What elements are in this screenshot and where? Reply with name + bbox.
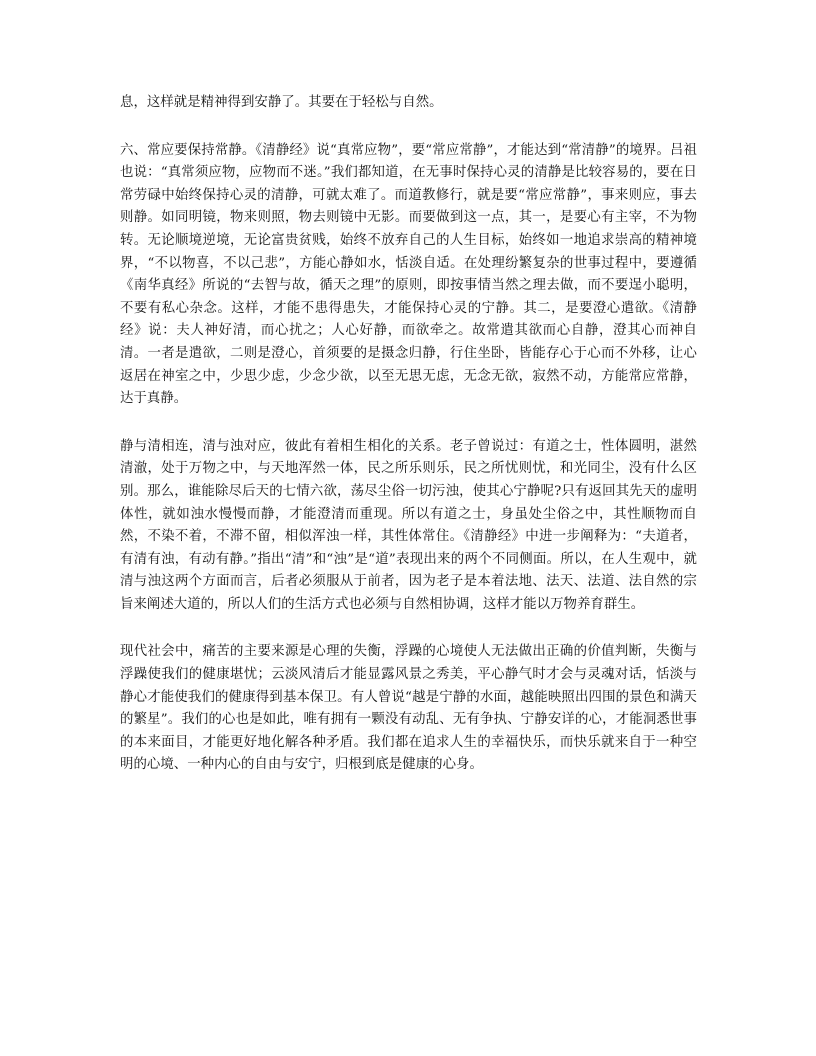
paragraph-3: 静与清相连，清与浊对应，彼此有着相生相化的关系。老子曾说过：有道之士，性体圆明，湛然清澈，处于万物之中，与天地浑然一体，民之所乐则乐，民之所忧则忧，和光同尘，没有什么区别。那么，谁能除尽后天的七情六欲，荡尽尘俗一切污浊，使其心宁静呢?只有返回其先天的虚明体性，就如浊水慢慢而静，才能澄清而重现。所以有道之士，身虽处尘俗之中，其性顺物而自然，不染不着，不滞不留，相似浑浊一样，其性体常住。《清静经》中进一步阐释为：“夫道者，有清有浊，有动有静。”指出“清”和“浊”是“道”表现出来的两个不同侧面。所以，在人生观中，就清与浊这两个方面而言，后者必须服从于前者，因为老子是本着法地、法天、法道、法自然的宗旨来阐述大道的，所以人们的生活方式也必须与自然相协调，这样才能以万物养育群生。 [120,438,697,612]
paragraph-4: 现代社会中，痛苦的主要来源是心理的失衡，浮躁的心境使人无法做出正确的价值判断，失衡与浮躁使我们的健康堪忧；云淡风清后才能显露风景之秀美，平心静气时才会与灵魂对话，恬淡与静心才能使我们的健康得到基本保卫。有人曾说“越是宁静的水面，越能映照出四围的景色和满天的繁星”。我们的心也是如此，唯有拥有一颗没有动乱、无有争执、宁静安详的心，才能洞悉世事的本来面目，才能更好地化解各种矛盾。我们都在追求人生的幸福快乐，而快乐就来自于一种空明的心境、一种内心的自由与安宁，归根到底是健康的心身。 [120,644,697,773]
document-page [120,92,697,802]
paragraph-1: 息，这样就是精神得到安静了。其要在于轻松与自然。 [120,95,443,110]
paragraph-2: 六、常应要保持常静。《清静经》说“真常应物”，要“常应常静”，才能达到“常清静”的境界。吕祖也说：“真常须应物，应物而不迷。”我们都知道，在无事时保持心灵的清静是比较容易的，要在日常劳碌中始终保持心灵的清静，可就太难了。而道教修行，就是要“常应常静”，事来则应，事去则静。如同明镜，物来则照，物去则镜中无影。而要做到这一点，其一，是要心有主宰，不为物转。无论顺境逆境，无论富贵贫贱，始终不放弃自己的人生目标，始终如一地追求崇高的精神境界，“不以物喜，不以己悲”，方能心静如水，恬淡自适。在处理纷繁复杂的世事过程中，要遵循《南华真经》所说的“去智与故，循天之理”的原则，即按事情当然之理去做，而不要逞小聪明，不要有私心杂念。这样，才能不患得患失，才能保持心灵的宁静。其二，是要澄心遣欲。《清静经》说：夫人神好清，而心扰之；人心好静，而欲牵之。故常遣其欲而心自静，澄其心而神自清。一者是遣欲，二则是澄心，首须要的是摄念归静，行住坐卧，皆能存心于心而不外移，让心返居在神室之中，少思少虑，少念少欲，以至无思无虑，无念无欲，寂然不动，方能常应常静，达于真静。 [120,142,697,407]
